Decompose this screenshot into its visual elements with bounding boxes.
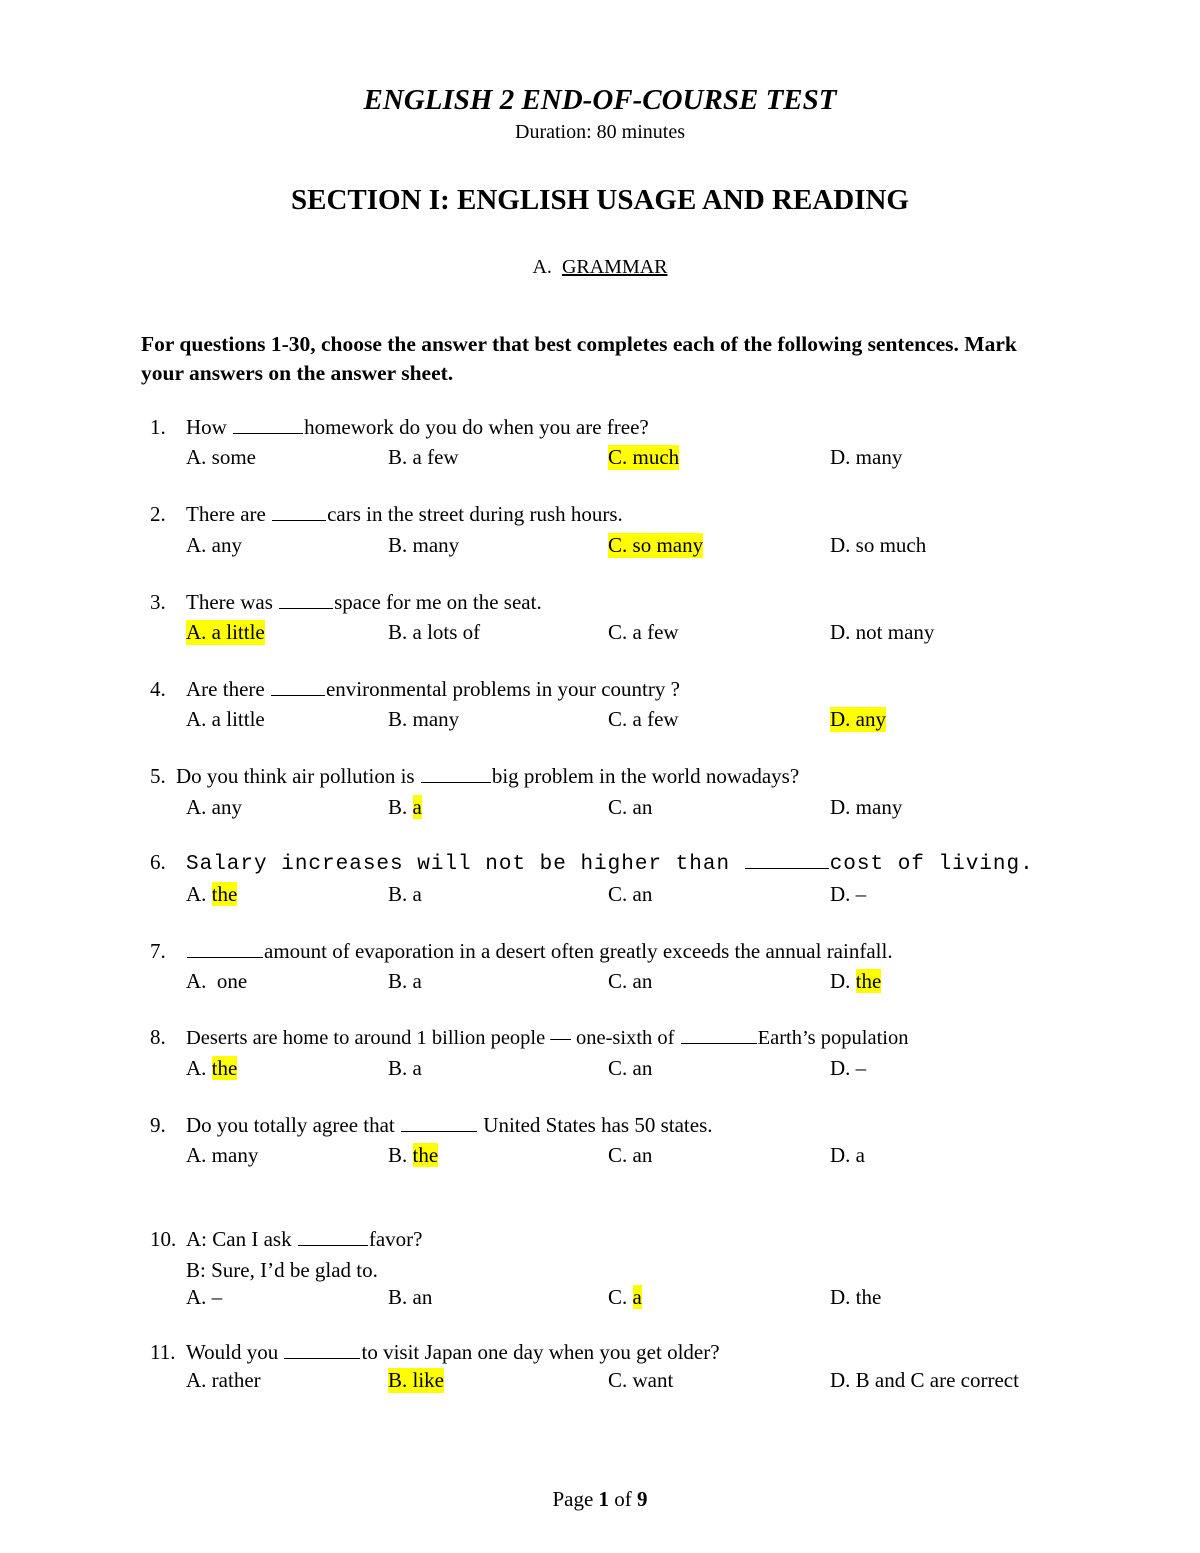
question-text <box>186 1227 422 1252</box>
question-text <box>186 677 680 702</box>
option-d: D. many <box>830 795 903 819</box>
option-c: C. a few <box>608 620 679 644</box>
option-b: B. many <box>388 707 460 731</box>
instructions: For questions 1-30, choose the answer that best completes each of the following sentences. Mark your answers on the answer sheet. <box>141 332 1017 385</box>
option-a: A. the <box>186 1056 238 1080</box>
question-number: 6. <box>150 850 166 874</box>
option-b: B. a <box>388 882 422 906</box>
question-number: 1. <box>150 415 166 439</box>
question-text-before: There are <box>186 502 272 526</box>
question-number: 11. <box>150 1340 176 1364</box>
answer-blank <box>401 1113 477 1132</box>
question-text-before: Would you <box>186 1340 284 1364</box>
option-a: A. any <box>186 795 242 819</box>
option-a: A. the <box>186 882 238 906</box>
subsection-letter: A. <box>532 256 552 278</box>
option-a: A. a little <box>186 707 265 731</box>
option-d-highlighted: D. any <box>830 707 886 731</box>
answer-blank <box>745 850 829 869</box>
question-text <box>186 1025 908 1050</box>
highlighted-answer: the <box>412 1143 439 1167</box>
option-b: B. an <box>388 1285 433 1309</box>
question-text-before: There was <box>186 590 279 614</box>
option-b: B. the <box>388 1143 439 1167</box>
highlighted-answer: the <box>211 882 238 906</box>
question-text-after: to visit Japan one day when you get older? <box>361 1340 720 1364</box>
duration: Duration: 80 minutes <box>515 121 685 143</box>
highlighted-answer: a <box>632 1285 642 1309</box>
question-number: 3. <box>150 590 166 614</box>
question-text-before: Do you totally agree that <box>186 1113 401 1137</box>
question-text-after: United States has 50 states. <box>478 1113 713 1137</box>
option-d: D. so much <box>830 533 927 557</box>
of-word: of <box>614 1487 632 1511</box>
answer-blank <box>681 1025 757 1044</box>
option-c: C. a few <box>608 707 679 731</box>
option-c: C. an <box>608 882 653 906</box>
question-text-after: Earth’s population <box>757 1027 909 1049</box>
question-text-before: Salary increases will not be higher than <box>186 853 744 876</box>
option-a: A. many <box>186 1143 259 1167</box>
answer-blank <box>271 677 325 696</box>
option-b: B. a <box>388 1056 422 1080</box>
option-b: B. a lots of <box>388 620 481 644</box>
answer-blank <box>187 939 263 958</box>
option-c: C. an <box>608 1143 653 1167</box>
test-title: ENGLISH 2 END-OF-COURSE TEST <box>363 84 837 116</box>
option-a: A. any <box>186 533 242 557</box>
option-d: D. – <box>830 1056 867 1080</box>
page-word: Page <box>552 1487 594 1511</box>
page-footer <box>0 1487 1200 1512</box>
section-title: SECTION I: ENGLISH USAGE AND READING <box>291 184 909 216</box>
subsection-title: GRAMMAR <box>561 256 668 278</box>
question-text-after: homework do you do when you are free? <box>304 415 649 439</box>
question-text-after: cost of living. <box>829 853 1034 876</box>
question-text <box>186 502 623 527</box>
question-text <box>186 1340 720 1365</box>
answer-blank <box>298 1227 368 1246</box>
option-a: A. rather <box>186 1368 261 1392</box>
question-text-before: Do you think air pollution is <box>176 764 420 788</box>
option-d: D. many <box>830 445 903 469</box>
question-text-after: cars in the street during rush hours. <box>327 502 623 526</box>
question-text <box>186 415 649 440</box>
question-number: 8. <box>150 1025 166 1049</box>
option-c: C. an <box>608 795 653 819</box>
question-text <box>176 764 799 789</box>
page-total: 9 <box>637 1487 648 1511</box>
option-a-highlighted: A. a little <box>186 620 265 644</box>
option-d: D. – <box>830 882 867 906</box>
option-d: D. a <box>830 1143 865 1167</box>
option-b-highlighted: B. like <box>388 1368 445 1392</box>
question-text <box>186 1113 713 1138</box>
option-b: B. a few <box>388 445 459 469</box>
option-c: C. a <box>608 1285 642 1309</box>
answer-blank <box>272 502 326 521</box>
answer-blank <box>284 1340 360 1359</box>
option-b: B. many <box>388 533 460 557</box>
option-a: A. one <box>186 969 248 993</box>
question-text-before: Are there <box>186 677 270 701</box>
option-c: C. want <box>608 1368 674 1392</box>
question-text-after: big problem in the world nowadays? <box>491 764 800 788</box>
question-number: 7. <box>150 939 166 963</box>
question-text-after: space for me on the seat. <box>334 590 542 614</box>
question-number: 4. <box>150 677 166 701</box>
answer-blank <box>233 415 303 434</box>
option-c: C. an <box>608 969 653 993</box>
option-d: D. B and C are correct <box>830 1368 1019 1392</box>
option-c: C. an <box>608 1056 653 1080</box>
question-10-line2: B: Sure, I’d be glad to. <box>186 1258 378 1282</box>
highlighted-answer: a <box>412 795 422 819</box>
answer-blank <box>421 764 491 783</box>
question-text <box>186 939 893 964</box>
question-text-after: amount of evaporation in a desert often greatly exceeds the annual rainfall. <box>264 939 893 963</box>
question-text-after: environmental problems in your country ? <box>325 677 680 701</box>
question-number: 2. <box>150 502 166 526</box>
highlighted-answer: the <box>855 969 882 993</box>
option-b: B. a <box>388 969 422 993</box>
option-c-highlighted: C. so many <box>608 533 704 557</box>
option-c-highlighted: C. much <box>608 445 680 469</box>
question-number: 9. <box>150 1113 166 1137</box>
question-text <box>186 850 1034 876</box>
option-a: A. some <box>186 445 256 469</box>
option-d: D. the <box>830 969 882 993</box>
highlighted-answer: the <box>211 1056 238 1080</box>
question-text-before: How <box>186 415 233 439</box>
question-number: 10. <box>150 1227 177 1251</box>
question-text-before: Deserts are home to around 1 billion people — one-sixth of <box>186 1027 680 1049</box>
question-text-after: favor? <box>368 1227 423 1251</box>
option-a: A. – <box>186 1285 223 1309</box>
option-d: D. not many <box>830 620 935 644</box>
answer-blank <box>279 590 333 609</box>
subsection-heading <box>0 256 1200 279</box>
question-text <box>186 590 542 615</box>
question-text-before: A: Can I ask <box>186 1227 297 1251</box>
option-d: D. the <box>830 1285 882 1309</box>
page-number: 1 <box>598 1487 610 1511</box>
question-number: 5. <box>150 764 166 788</box>
option-b: B. a <box>388 795 422 819</box>
